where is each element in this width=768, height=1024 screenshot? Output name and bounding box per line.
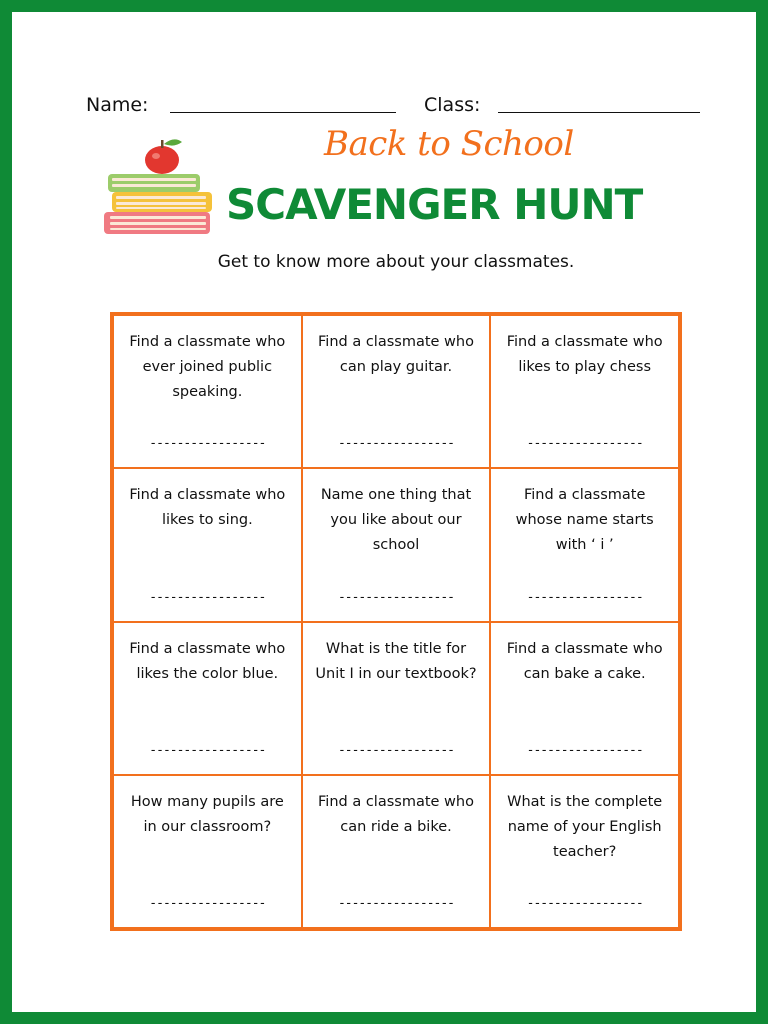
answer-line[interactable]: ----------------- — [337, 436, 455, 452]
cell-prompt: Find a classmate whose name starts with ‘ i ’ — [515, 487, 654, 554]
cell-prompt: Find a classmate who can play guitar. — [318, 334, 474, 375]
answer-line[interactable]: ----------------- — [526, 742, 643, 758]
hunt-cell — [490, 622, 679, 775]
cell-prompt: What is the complete name of your English teacher? — [507, 793, 663, 860]
hunt-cell — [490, 468, 679, 621]
hunt-cell — [113, 315, 302, 468]
answer-line[interactable]: ----------------- — [149, 436, 266, 452]
cell-prompt: Find a classmate who can ride a bike. — [318, 793, 474, 835]
answer-line[interactable]: ----------------- — [149, 742, 266, 758]
answer-line[interactable]: ----------------- — [526, 436, 643, 452]
class-label: Class: — [424, 94, 481, 116]
name-field-line[interactable] — [170, 112, 396, 113]
class-field-line[interactable] — [498, 112, 700, 113]
cell-prompt: Find a classmate who likes to sing. — [129, 487, 286, 529]
page-title: SCAVENGER HUNT — [226, 180, 643, 229]
cell-prompt: Find a classmate who likes to play chess — [506, 334, 663, 375]
cell-prompt: Find a classmate who ever joined public speaking. — [129, 334, 286, 400]
script-subtitle: Back to School — [324, 124, 574, 164]
answer-line[interactable]: ----------------- — [337, 589, 455, 605]
name-label: Name: — [86, 94, 149, 116]
hunt-cell — [113, 622, 302, 775]
cell-prompt: Find a classmate who likes the color blue. — [129, 640, 286, 682]
answer-line[interactable]: ----------------- — [337, 896, 455, 911]
cell-prompt: How many pupils are in our classroom? — [130, 793, 284, 835]
hunt-cell — [302, 468, 491, 621]
hunt-cell — [302, 622, 491, 775]
hunt-cell — [113, 775, 302, 928]
cell-prompt: Find a classmate who can bake a cake. — [506, 640, 663, 682]
cell-prompt: What is the title for Unit I in our textbook? — [315, 640, 477, 682]
hunt-cell — [302, 775, 491, 928]
intro-text: Get to know more about your classmates. — [217, 252, 575, 272]
hunt-cell — [302, 315, 491, 468]
hunt-cell — [490, 775, 679, 928]
answer-line[interactable]: ----------------- — [337, 742, 455, 758]
hunt-cell — [490, 315, 679, 468]
answer-line[interactable]: ----------------- — [149, 896, 266, 911]
books-apple-icon — [100, 136, 216, 240]
answer-line[interactable]: ----------------- — [526, 589, 643, 605]
answer-line[interactable]: ----------------- — [526, 896, 643, 911]
hunt-cell — [113, 468, 302, 621]
scavenger-grid — [110, 312, 682, 931]
cell-prompt: Name one thing that you like about our school — [320, 487, 472, 554]
answer-line[interactable]: ----------------- — [149, 589, 266, 605]
